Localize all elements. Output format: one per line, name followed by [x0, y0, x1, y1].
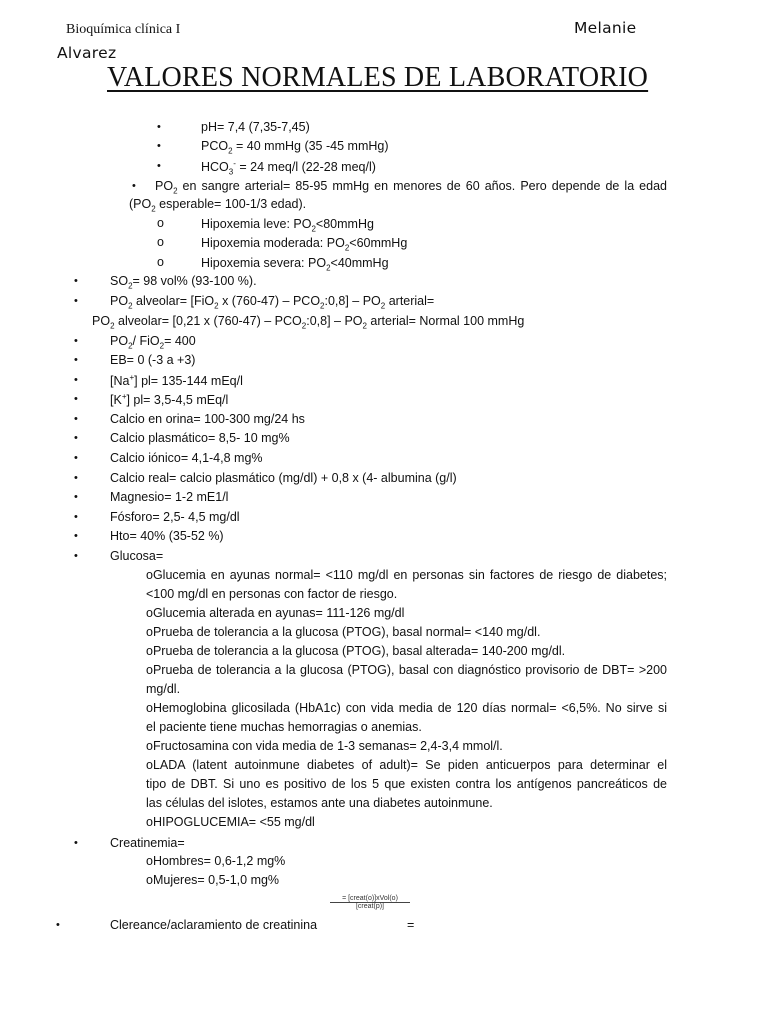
- glucosa-sub-item-9: oHIPOGLUCEMIA= <55 mg/dl: [146, 815, 315, 829]
- bullet: •: [74, 335, 78, 347]
- bullet: •: [74, 354, 78, 366]
- list-item-hipoxemia-leve: Hipoxemia leve: $PO_2<80mmHg$: [201, 217, 374, 234]
- sub-bullet: o: [157, 216, 164, 230]
- bullet: •: [74, 530, 78, 542]
- glucosa-sub-item-7: oFructosamina con vida media de 1-3 semanas= 2,4-3,4 mmol/l.: [146, 739, 503, 753]
- bullet: •: [74, 511, 78, 523]
- bullet: •: [74, 413, 78, 425]
- glucosa-sub-item-3: oPrueba de tolerancia a la glucosa (PTOG), basal normal= <140 mg/dl.: [146, 625, 541, 639]
- list-item-sodium: [Na+] pl= 135-144 mEq/l: [110, 373, 243, 389]
- bullet: •: [74, 452, 78, 464]
- creatinemia-sub-item-hombres: oHombres= 0,6-1,2 mg%: [146, 854, 286, 868]
- glucosa-sub-item-2: oGlucemia alterada en ayunas= 111-126 mg/dl: [146, 606, 405, 620]
- list-item-glucosa: Glucosa=: [110, 549, 164, 563]
- bullet: •: [74, 837, 78, 849]
- sub-bullet: o: [157, 255, 164, 269]
- author-last-name: Alvarez: [57, 44, 117, 62]
- list-item-pco2: $PCO_2 = 40$ mmHg (35 -45 mmHg): [201, 139, 389, 156]
- glucosa-sub-item-6: oHemoglobina glicosilada (HbA1c) con vida media de 120 días normal= <6,5%. No sirve si: [146, 701, 667, 715]
- list-item-hto: Hto= 40% (35-52 %): [110, 529, 224, 543]
- list-item-hipoxemia-severa: Hipoxemia severa: $PO_2<40mmHg$: [201, 256, 389, 273]
- bullet: •: [74, 550, 78, 562]
- list-item-calcio-orina: Calcio en orina= 100-300 mg/24 hs: [110, 412, 305, 426]
- list-item-eb: EB= 0 (-3 a +3): [110, 353, 196, 367]
- bullet: •: [74, 374, 78, 386]
- bullet: •: [157, 160, 161, 172]
- bullet: •: [56, 919, 60, 931]
- glucosa-sub-item-1-cont: <100 mg/dl en personas con factor de riesgo.: [146, 587, 398, 601]
- bullet: •: [157, 140, 161, 152]
- bullet: •: [74, 472, 78, 484]
- list-item-po2-alveolar-normal: $PO_2$ alveolar= [0,21 x $(760-47) - PCO_2:0,8] - PO_2$ arterial= Normal 100 mmHg: [92, 314, 525, 331]
- clearance-equals: =: [407, 918, 415, 932]
- list-item-po2-alveolar: $PO_2$ alveolar= [FiO$_2$ x $(760-47) - PCO_2:0,8] - PO_2$ arterial=: [110, 294, 435, 311]
- bullet: •: [74, 275, 78, 287]
- list-item-pafi: $PO_2/$ FiO$_2$= 400: [110, 334, 196, 351]
- creatinemia-sub-item-mujeres: oMujeres= 0,5-1,0 mg%: [146, 873, 280, 887]
- bullet: •: [74, 432, 78, 444]
- bullet: •: [157, 121, 161, 133]
- glucosa-sub-item-8-cont: tipo de DBT. Si uno es positivo de los 5 que existen contra los antígenos pancreáticos de: [146, 777, 667, 791]
- glucosa-sub-item-4: oPrueba de tolerancia a la glucosa (PTOG), basal alterada= 140-200 mg/dl.: [146, 644, 566, 658]
- list-item-po2-arterial-line1: $PO_2$ en sangre arterial= 85-95 mmHg en menores de 60 años. Pero depende de la edad: [155, 179, 667, 196]
- list-item-calcio-ionico: Calcio iónico= 4,1-4,8 mg%: [110, 451, 263, 465]
- list-item-hipoxemia-moderada: Hipoxemia moderada: $PO_2<60mmHg$: [201, 236, 408, 253]
- formula-denominator: [creat(p)]: [355, 903, 384, 910]
- list-item-po2-arterial-line2: ($PO_2$ esperable= 100-1/3 edad).: [129, 197, 307, 214]
- list-item-calcio-real: Calcio real= calcio plasmático (mg/dl) + 0,8 x (4- albumina (g/l): [110, 471, 457, 485]
- glucosa-sub-item-8: oLADA (latent autoinmune diabetes of adult)= Se piden anticuerpos para determinar el: [146, 758, 667, 772]
- bullet: •: [74, 393, 78, 405]
- list-item-magnesio: Magnesio= 1-2 mE1/l: [110, 490, 229, 504]
- list-item-calcio-plasmatico: Calcio plasmático= 8,5- 10 mg%: [110, 431, 290, 445]
- list-item-ph: pH= 7,4 (7,35-7,45): [201, 120, 310, 134]
- page-title: VALORES NORMALES DE LABORATORIO: [107, 62, 649, 93]
- list-item-creatinemia: Creatinemia=: [110, 836, 185, 850]
- list-item-hco3: $HCO_3^- = 24$ meq/l (22-28 meq/l): [201, 159, 376, 177]
- course-name: Bioquímica clínica I: [66, 22, 181, 37]
- list-item-potassium: [K+] pl= 3,5-4,5 mEq/l: [110, 392, 229, 408]
- clearance-formula: [330, 895, 410, 910]
- bullet: •: [132, 180, 136, 192]
- glucosa-sub-item-5-cont: mg/dl.: [146, 682, 181, 696]
- list-item-so2: $SO_2= 98$ vol% (93-100 %).: [110, 274, 257, 291]
- glucosa-sub-item-5: oPrueba de tolerancia a la glucosa (PTOG), basal con diagnóstico provisorio de DBT= >200: [146, 663, 667, 677]
- list-item-fosforo: Fósforo= 2,5- 4,5 mg/dl: [110, 510, 240, 524]
- glucosa-sub-item-1: oGlucemia en ayunas normal= <110 mg/dl en personas sin factores de riesgo de diabetes;: [146, 568, 667, 582]
- list-item-clearance: Clereance/aclaramiento de creatinina: [110, 918, 318, 932]
- glucosa-sub-item-6-cont: el paciente tiene muchas hemorragias o anemias.: [146, 720, 422, 734]
- author-first-name: Melanie: [574, 19, 637, 37]
- bullet: •: [74, 491, 78, 503]
- glucosa-sub-item-8-cont2: las células del islotes, estamos ante una diabetes autoinmune.: [146, 796, 493, 810]
- sub-bullet: o: [157, 235, 164, 249]
- bullet: •: [74, 295, 78, 307]
- formula-numerator: = [creat(o)]xVol(o): [330, 895, 410, 903]
